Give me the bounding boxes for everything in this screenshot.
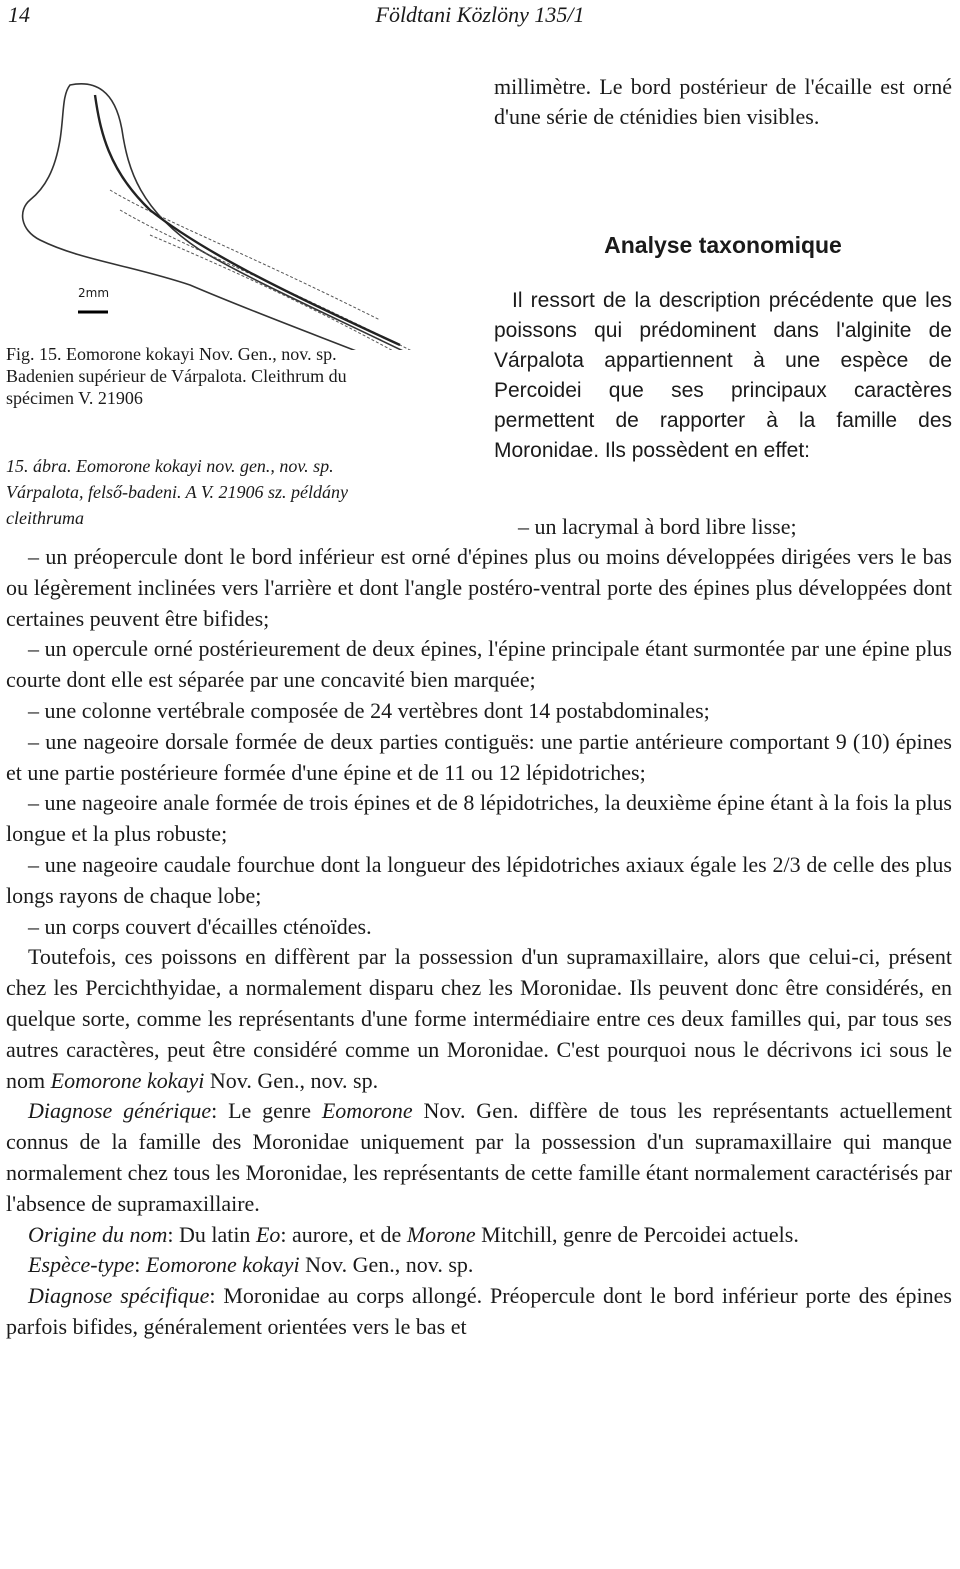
top-paragraph: millimètre. Le bord postérieur de l'écaille est orné d'une série de cténidies bien visibles. xyxy=(494,74,952,129)
list-item: – une nageoire caudale fourchue dont la longueur des lépidotriches axiaux égale les 2/3 de celle des plus longs rayons de chaque lobe; xyxy=(6,851,952,908)
cleithrum-drawing xyxy=(0,60,470,350)
running-head: Földtani Közlöny 135/1 xyxy=(375,2,585,27)
espece-type-paragraph: Espèce-type: Eomorone kokayi Nov. Gen., nov. sp. xyxy=(28,1252,474,1278)
figure-caption-hu xyxy=(6,453,476,531)
origine-paragraph: Origine du nom: Du latin Eo: aurore, et de Morone Mitchill, genre de Percoidei actuels. xyxy=(28,1221,799,1247)
scale-label: 2mm xyxy=(78,286,110,300)
diagnose-generique-paragraph: Diagnose générique: Le genre Eomorone Nov. Gen. diffère de tous les représentants actuellement connus de la famille des Moronidae uniquement par la possession d'un supramaxillaire qui manque normalement chez tous les Moronidae, les représentants de cette famille étant normalement caractérisés par l'absence de supramaxillaire. xyxy=(6,1098,953,1216)
list-item: – un corps couvert d'écailles cténoïdes. xyxy=(28,913,372,939)
section-title: Analyse taxonomique xyxy=(604,232,842,258)
list-item: – une nageoire anale formée de trois épines et de 8 lépidotriches, la deuxième épine étant à la fois la plus longue et la plus robuste; xyxy=(6,790,952,847)
caption-line: Badenien supérieur de Várpalota. Cleithrum du xyxy=(6,366,347,386)
list-item: – un opercule orné postérieurement de deux épines, l'épine principale étant surmontée par une épine plus courte dont elle est séparée par une concavité bien marquée; xyxy=(6,636,952,693)
list-item: – une colonne vertébrale composée de 24 vertèbres dont 14 postabdominales; xyxy=(28,697,710,723)
caption-line: Várpalota, felső-badeni. A V. 21906 sz. példány xyxy=(6,482,348,502)
diagnose-specifique-paragraph: Diagnose spécifique: Moronidae au corps allongé. Préopercule dont le bord inférieur porte des épines parfois bifides, généralement orientées vers le bas et xyxy=(6,1283,952,1339)
list-item: – un préopercule dont le bord inférieur est orné d'épines plus ou moins développées dirigées vers le bas ou légèrement inclinées vers l'arrière et dont l'angle postéro-ventral porte des épines plus développées dont certaines peuvent être bifides; xyxy=(6,544,952,631)
intro-paragraph: Il ressort de la description précédente que les poissons qui prédominent dans l'alginite de Várpalota appartiennent à une espèce de Percoidei que ses principaux caractères permettent de rapporter à la famille des Moronidae. Ils possèdent en effet: xyxy=(494,289,952,462)
caption-line: cleithruma xyxy=(6,508,84,528)
list-item: – une nageoire dorsale formée de deux parties contiguës: une partie antérieure comportant 9 (10) épines et une partie postérieure formée d'une épine et de 11 ou 12 lépidotriches; xyxy=(6,728,952,785)
page-number: 14 xyxy=(8,2,30,27)
body-text xyxy=(6,542,952,1343)
toutefois-paragraph: Toutefois, ces poissons en diffèrent par la possession d'un supramaxillaire, alors que celui-ci, présent chez les Percichthyidae, a normalement disparu chez les Moronidae. Ils peuvent donc être considérés, en quelque sorte, comme les représentants d'une forme intermédiaire entre ces deux familles qui, par tous ses autres caractères, peut être considéré comme un Moronidae. C'est pourquoi nous le décrivons ici sous le nom Eomorone kokayi Nov. Gen., nov. sp. xyxy=(6,944,952,1093)
cleithrum-outline xyxy=(23,84,432,350)
cleithrum-figure xyxy=(0,60,470,350)
caption-line: Fig. 15. Eomorone kokayi Nov. Gen., nov. sp. xyxy=(6,344,337,364)
caption-line: 15. ábra. Eomorone kokayi nov. gen., nov. sp. xyxy=(6,456,334,476)
figure-caption-fr xyxy=(6,343,476,409)
list-item-lacrymal: – un lacrymal à bord libre lisse; xyxy=(518,514,797,539)
caption-line: spécimen V. 21906 xyxy=(6,388,143,408)
